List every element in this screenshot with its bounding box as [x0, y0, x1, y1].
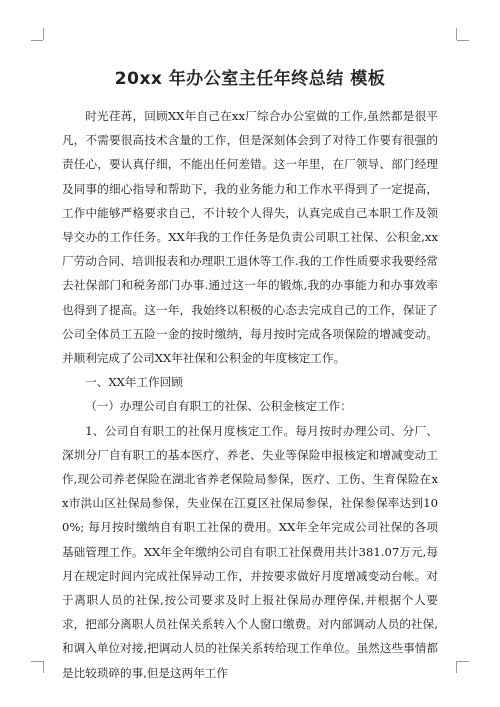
crop-mark-top-right — [457, 40, 469, 41]
crop-mark-top-left — [43, 28, 44, 40]
subsection-heading: （一）办理公司自有职工的社保、公积金核定工作： — [85, 399, 352, 414]
section-heading: 一、XX年工作回顾 — [85, 375, 183, 390]
crop-mark-bottom-right — [457, 661, 469, 662]
paragraph-intro: 时光荏苒，回顾XX年自己在xx厂综合办公室做的工作,虽然都是很平凡，不需要很高技术含量的工作，但是深刻体会到了对待工作要有很强的责任心，要认真仔细，不能出任何差错。这一年里，在厂领导、部门经理及同事的细心指导和帮助下，我的业务能力和工作水平得到了一定提高，工作中能够严格要求自己，不计较个人得失，认真完成自己本职工作及领导交办的工作任务。XX年我的工作任务是负责公司职工社保、公积金,xx厂劳动合同、培训报表和办理职工退休等工作.我的工作性质要求我要经常去社保部门和税务部门办事.通过这一年的锻炼,我的办事能力和办事效率也得到了提高。这一年，我始终以积极的心态去完成自己的工作，保证了公司全体员工五险一金的按时缴纳，每月按时完成各项保险的增减变动。并顺利完成了公司XX年社保和公积金的年度核定工作。 — [62, 109, 438, 366]
crop-mark-top-left — [31, 40, 43, 41]
crop-mark-bottom-right — [456, 661, 457, 673]
document-title: 20xx 年办公室主任年终总结 模板 — [114, 69, 386, 89]
crop-mark-top-right — [456, 28, 457, 40]
crop-mark-bottom-left — [31, 661, 43, 662]
document-body — [62, 104, 438, 685]
paragraph-item-1: 1、公司自有职工的社保月度核定工作。每月按时办理公司、分厂、深圳分厂自有职工的基本医疗、养老、失业等保险申报核定和增减变动工作,现公司养老保险在湖北省养老保险局参保，医疗、工伤、生育保险在xx市洪山区社保局参保，失业保在江夏区社保局参保，社保参保率达到100%; 每月按时缴纳自有职工社保的费用。XX年全年完成公司社保的各项基础管理工作。XX年全年缴纳公司自有职工社保费用共计381.07万元,每月在规定时间内完成社保异动工作，并按要求做好月度增减变动台帐。对于离职人员的社保,按公司要求及时上报社保局办理停保,并根据个人要求，把部分离职人员社保关系转入个人窗口缴费。对内部调动人员的社保,和调入单位对接,把调动人员的社保关系转给现工作单位。虽然这些事情都是比较琐碎的事,但是这两年工作 — [62, 423, 438, 680]
crop-mark-bottom-left — [43, 661, 44, 673]
